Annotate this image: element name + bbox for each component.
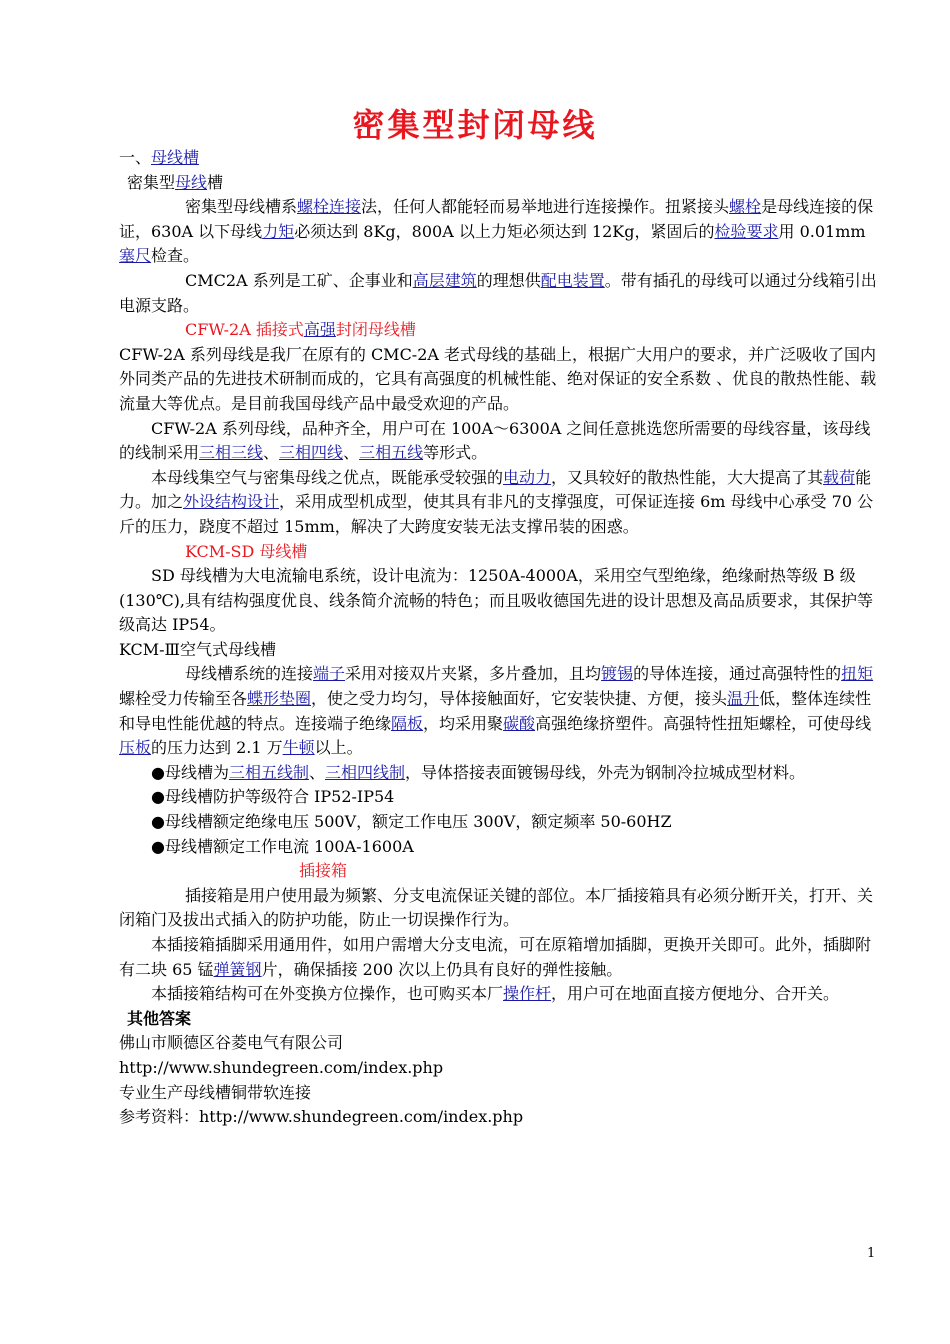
text: 的导体连接，通过高强特性的 bbox=[633, 664, 842, 684]
document-body bbox=[119, 146, 879, 1130]
text: 本母线集空气与密集母线之优点，既能承受较强的 bbox=[151, 467, 504, 487]
subheading-kcm-3: KCM-Ⅲ空气式母线槽 bbox=[119, 639, 276, 659]
bullet-item: ●母线槽防护等级符合 IP52-IP54 bbox=[151, 787, 395, 807]
text: 是母线连接的保证，630A 以下母线 bbox=[119, 197, 874, 241]
link-newton[interactable]: 牛顿 bbox=[282, 738, 315, 758]
link-terminal[interactable]: 端子 bbox=[313, 664, 346, 684]
text: CFW-2A 系列母线，品种齐全，用户可在 100A～6300A 之间任意挑选您所需要的母线容量，该母线的线制采用 bbox=[119, 418, 871, 463]
link-feeler-gauge[interactable]: 塞尺 bbox=[119, 246, 152, 266]
link-distribution[interactable]: 配电装置 bbox=[540, 270, 605, 290]
text: 、 bbox=[308, 762, 325, 782]
link-3p4w[interactable]: 三相四线 bbox=[279, 443, 344, 463]
company-name: 佛山市顺德区谷菱电气有限公司 bbox=[119, 1033, 344, 1053]
text: ，采用成型机成型，使其具有非凡的支撑强度，可保证连接 6m 母线中心承受 70 公斤的压力，跷度不超过 15mm，解决了大跨度安装无法支撑吊装的困惑。 bbox=[119, 492, 874, 536]
text: ，又具较好的散热性能，大大提高了其 bbox=[551, 467, 824, 487]
link-3p5w-system[interactable]: 三相五线制 bbox=[228, 762, 309, 782]
text: ，均采用聚 bbox=[423, 713, 504, 733]
subheading-dense bbox=[119, 171, 879, 196]
subheading-cfw bbox=[119, 318, 879, 343]
text: 低，整体连续性和导电性能优越的特点。连接端子绝缘 bbox=[119, 689, 872, 733]
section-prefix: 一、 bbox=[119, 148, 152, 167]
text: 密集型母线槽系 bbox=[185, 197, 298, 217]
company-url: http://www.shundegreen.com/index.php bbox=[119, 1057, 444, 1077]
link-high-rise[interactable]: 高层建筑 bbox=[412, 270, 477, 290]
link-3p5w[interactable]: 三相五线 bbox=[359, 443, 424, 463]
link-design[interactable]: 外设结构设计 bbox=[183, 492, 280, 512]
paragraph bbox=[119, 662, 879, 760]
text: 采用对接双片夹紧，多片叠加，且均 bbox=[345, 664, 602, 684]
text: 本插接箱插脚采用通用件，如用户需增大分支电流，可在原箱增加插脚，更换开关即可。此外，插脚附有二块 65 锰 bbox=[119, 935, 872, 979]
reference: 参考资料：http://www.shundegreen.com/index.php bbox=[119, 1107, 524, 1127]
bullet-item: ●母线槽额定工作电流 100A-1600A bbox=[151, 836, 414, 856]
text: ●母线槽为 bbox=[151, 762, 229, 782]
link-high-strength[interactable]: 高强 bbox=[303, 320, 336, 340]
text: ，用户可在地面直接方便地分、合开关。 bbox=[551, 984, 840, 1004]
text: CMC2A 系列是工矿、企事业和 bbox=[185, 270, 413, 290]
text: 本插接箱结构可在外变换方位操作，也可购买本厂 bbox=[151, 984, 504, 1004]
paragraph bbox=[119, 417, 879, 466]
paragraph bbox=[119, 933, 879, 982]
text: 检查。 bbox=[151, 246, 200, 266]
text: 片，确保插接 200 次以上仍具有良好的弹性接触。 bbox=[261, 959, 623, 979]
text: 的理想供 bbox=[476, 270, 541, 290]
text: ，使之受力均匀，导体接触面好，它安装快捷、方便，接头 bbox=[311, 689, 728, 709]
text: 封闭母线槽 bbox=[335, 320, 416, 340]
link-tin[interactable]: 镀锡 bbox=[601, 664, 634, 684]
text: 槽 bbox=[207, 172, 224, 192]
paragraph: 插接箱是用户使用最为频繁、分支电流保证关键的部位。本厂插接箱具有必须分断开关，打开、关闭箱门及拔出式插入的防护功能，防止一切误操作行为。 bbox=[119, 885, 874, 930]
text: 能力。加之 bbox=[119, 467, 872, 512]
link-torque2[interactable]: 扭矩 bbox=[841, 664, 874, 684]
text: 高强绝缘挤塑件。高强特性扭矩螺栓，可使母线 bbox=[535, 713, 872, 733]
paragraph bbox=[119, 982, 879, 1007]
link-torque[interactable]: 力矩 bbox=[262, 221, 295, 241]
text: 必须达到 8Kg，800A 以上力矩必须达到 12Kg，紧固后的 bbox=[294, 221, 715, 241]
subheading-plug-box: 插接箱 bbox=[299, 861, 348, 881]
other-answers-heading: 其他答案 bbox=[127, 1008, 192, 1028]
text: 的压力达到 2.1 万 bbox=[151, 738, 283, 758]
link-busbar[interactable]: 母线 bbox=[175, 172, 208, 192]
document-title: 密集型封闭母线 bbox=[352, 106, 598, 144]
paragraph: CFW-2A 系列母线是我厂在原有的 CMC-2A 老式母线的基础上，根据广大用户的要求，并广泛吸收了国内外同类产品的先进技术研制而成的，它具有高强度的机械性能、绝对保证的安全系数 、优良的散热性能、载流量大等优点。是目前我国母线产品中最受欢迎的产品。 bbox=[119, 344, 877, 413]
link-3p4w-system[interactable]: 三相四线制 bbox=[325, 762, 406, 782]
text: ，导体搭接表面镀锡母线，外壳为钢制冷拉城成型材料。 bbox=[405, 762, 806, 782]
bullet-item: ●母线槽额定绝缘电压 500V，额定工作电压 300V，额定频率 50-60HZ bbox=[151, 812, 672, 832]
text: 、 bbox=[343, 443, 360, 463]
link-spring-steel[interactable]: 弹簧钢 bbox=[213, 959, 262, 979]
link-temp-rise[interactable]: 温升 bbox=[727, 689, 760, 709]
link-load[interactable]: 载荷 bbox=[823, 467, 856, 487]
business-line: 专业生产母线槽铜带软连接 bbox=[119, 1082, 312, 1102]
bullet-item bbox=[119, 761, 879, 786]
link-3p3w[interactable]: 三相三线 bbox=[199, 443, 264, 463]
link-busway[interactable]: 母线槽 bbox=[151, 148, 200, 167]
text: 螺栓受力传输至各 bbox=[119, 689, 248, 709]
link-carbonate[interactable]: 碳酸 bbox=[503, 713, 536, 733]
link-bolt-connection[interactable]: 螺栓连接 bbox=[297, 197, 362, 217]
link-washer[interactable]: 蝶形垫圈 bbox=[247, 689, 312, 709]
text: 法，任何人都能轻而易举地进行连接操作。扭紧接头 bbox=[361, 197, 730, 217]
subheading-kcm-sd: KCM-SD 母线槽 bbox=[185, 541, 308, 561]
link-pressure-plate[interactable]: 压板 bbox=[119, 738, 152, 758]
text: 用 0.01mm bbox=[778, 221, 866, 241]
text: CFW-2A 插接式 bbox=[185, 320, 304, 340]
link-electrodynamic[interactable]: 电动力 bbox=[503, 467, 552, 487]
section-heading bbox=[119, 146, 879, 171]
text: 。带有插孔的母线可以通过分线箱引出电源支路。 bbox=[119, 270, 877, 315]
page-number: 1 bbox=[867, 1246, 876, 1261]
paragraph bbox=[119, 195, 879, 269]
text: 以上。 bbox=[314, 738, 363, 758]
text: 母线槽系统的连接 bbox=[185, 664, 314, 684]
link-bolt[interactable]: 螺栓 bbox=[729, 197, 762, 217]
link-partition[interactable]: 隔板 bbox=[391, 713, 424, 733]
paragraph: SD 母线槽为大电流输电系统，设计电流为：1250A-4000A，采用空气型绝缘，绝缘耐热等级 B 级(130℃),具有结构强度优良、线条简介流畅的特色；而且吸收德国先进的设计思想及高品质要求，其保护等级高达 IP54。 bbox=[119, 566, 874, 635]
link-inspection[interactable]: 检验要求 bbox=[714, 221, 779, 241]
text: 密集型 bbox=[127, 172, 176, 192]
paragraph bbox=[119, 269, 879, 318]
link-operating-rod[interactable]: 操作杆 bbox=[503, 984, 552, 1004]
text: 等形式。 bbox=[423, 443, 488, 463]
text: 、 bbox=[263, 443, 280, 463]
paragraph bbox=[119, 466, 879, 540]
